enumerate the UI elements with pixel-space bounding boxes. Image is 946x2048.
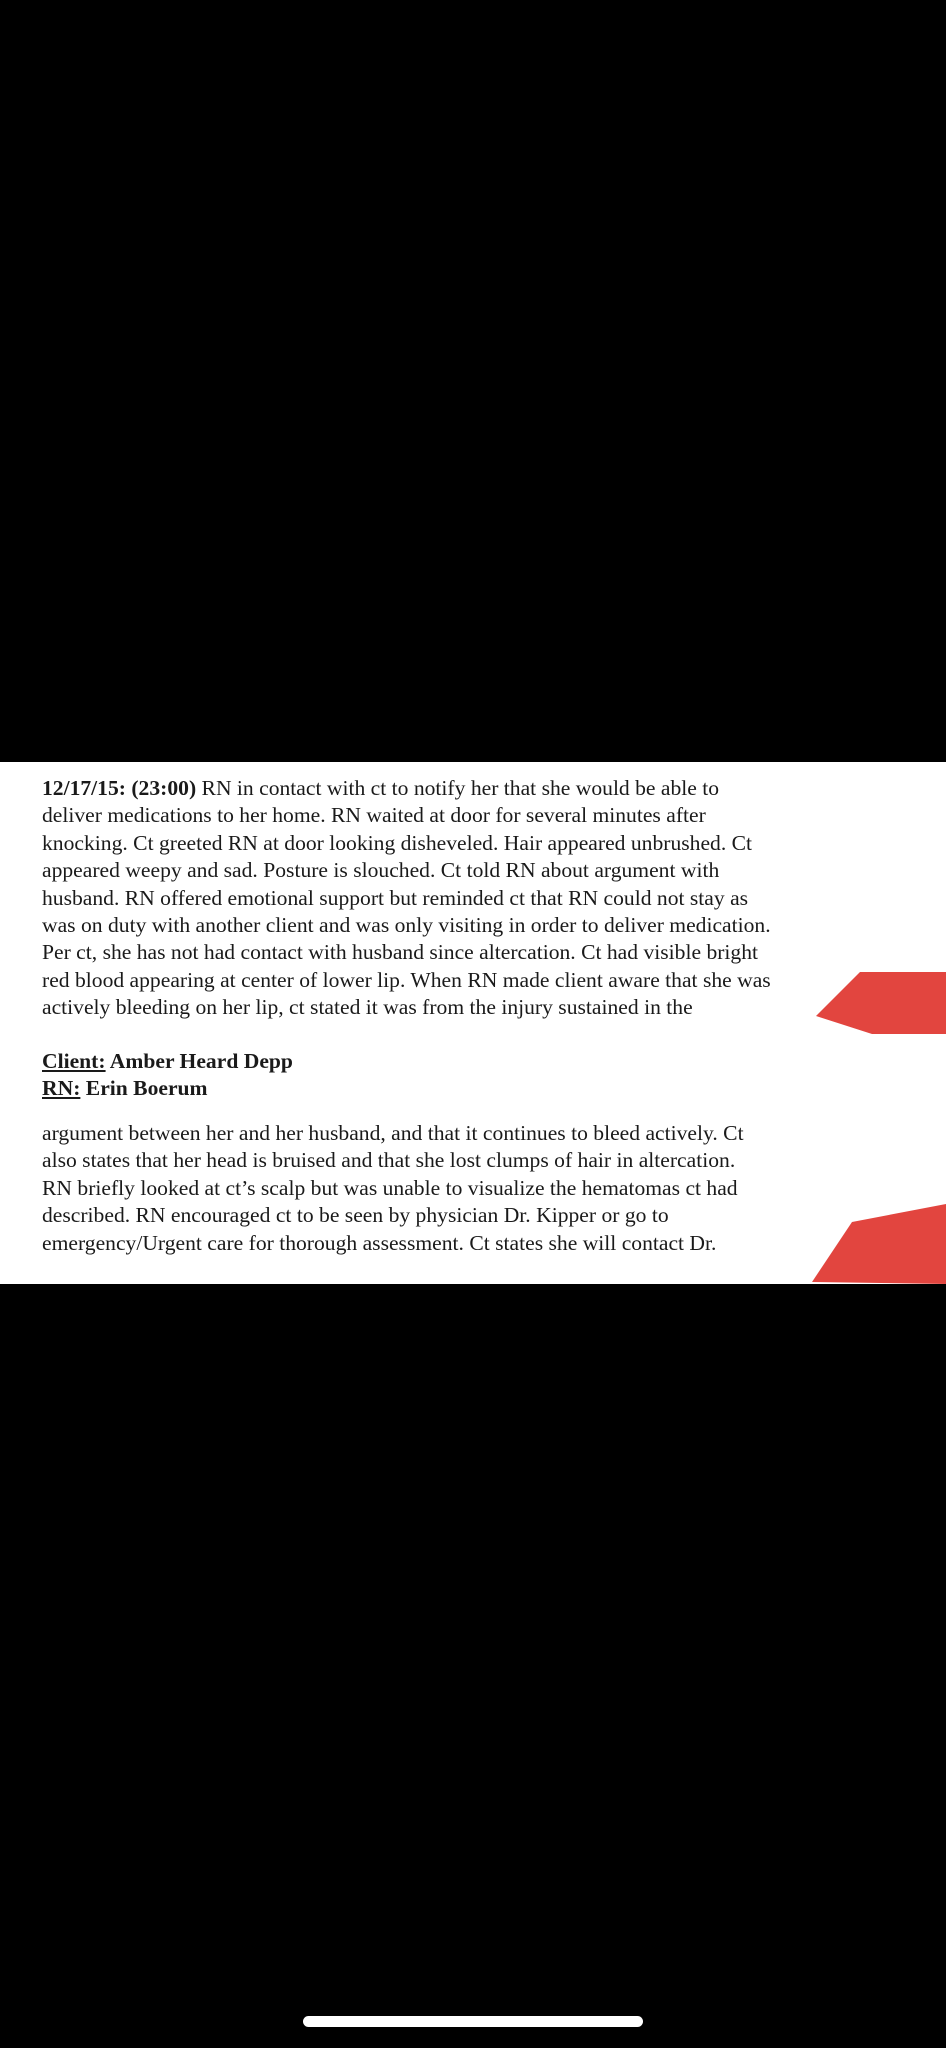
client-field — [42, 1048, 293, 1075]
note-line: red blood appearing at center of lower lip. When RN made client aware that she was — [42, 967, 771, 992]
client-label: Client: — [42, 1049, 106, 1073]
note-line — [42, 775, 771, 802]
rn-field — [42, 1075, 208, 1102]
note-line: described. RN encouraged ct to be seen by physician Dr. Kipper or go to — [42, 1203, 669, 1228]
red-flag-tab-icon — [808, 1204, 946, 1284]
note-line: was on duty with another client and was only visiting in order to deliver medication. — [42, 913, 771, 938]
note-line-text: RN in contact with ct to notify her that she would be able to — [196, 776, 720, 800]
rn-value: Erin Boerum — [80, 1076, 208, 1100]
note-line: deliver medications to her home. RN waited at door for several minutes after — [42, 803, 706, 828]
note-line: actively bleeding on her lip, ct stated it was from the injury sustained in the — [42, 995, 693, 1020]
note-line: RN briefly looked at ct’s scalp but was unable to visualize the hematomas ct had — [42, 1175, 738, 1200]
home-indicator[interactable] — [303, 2016, 643, 2027]
note-line: emergency/Urgent care for thorough assessment. Ct states she will contact Dr. — [42, 1230, 717, 1255]
note-line: husband. RN offered emotional support but reminded ct that RN could not stay as — [42, 885, 749, 910]
note-date-stamp: 12/17/15: (23:00) — [42, 776, 197, 800]
client-value: Amber Heard Depp — [105, 1049, 293, 1073]
nursing-note-top — [42, 775, 771, 1022]
note-line: Per ct, she has not had contact with husband since altercation. Ct had visible bright — [42, 940, 759, 965]
nursing-note-bottom — [42, 1120, 744, 1257]
note-line: also states that her head is bruised and that she lost clumps of hair in altercation. — [42, 1148, 736, 1173]
flag-tab-shape — [812, 1204, 946, 1284]
note-line: appeared weepy and sad. Posture is slouched. Ct told RN about argument with — [42, 858, 720, 883]
document-image[interactable] — [0, 762, 946, 1284]
note-line: knocking. Ct greeted RN at door looking disheveled. Hair appeared unbrushed. Ct — [42, 830, 753, 855]
red-flag-tab-icon — [810, 962, 946, 1034]
note-line: argument between her and her husband, and that it continues to bleed actively. Ct — [42, 1121, 744, 1145]
rn-label: RN: — [42, 1076, 81, 1100]
flag-tab-shape — [816, 972, 946, 1034]
